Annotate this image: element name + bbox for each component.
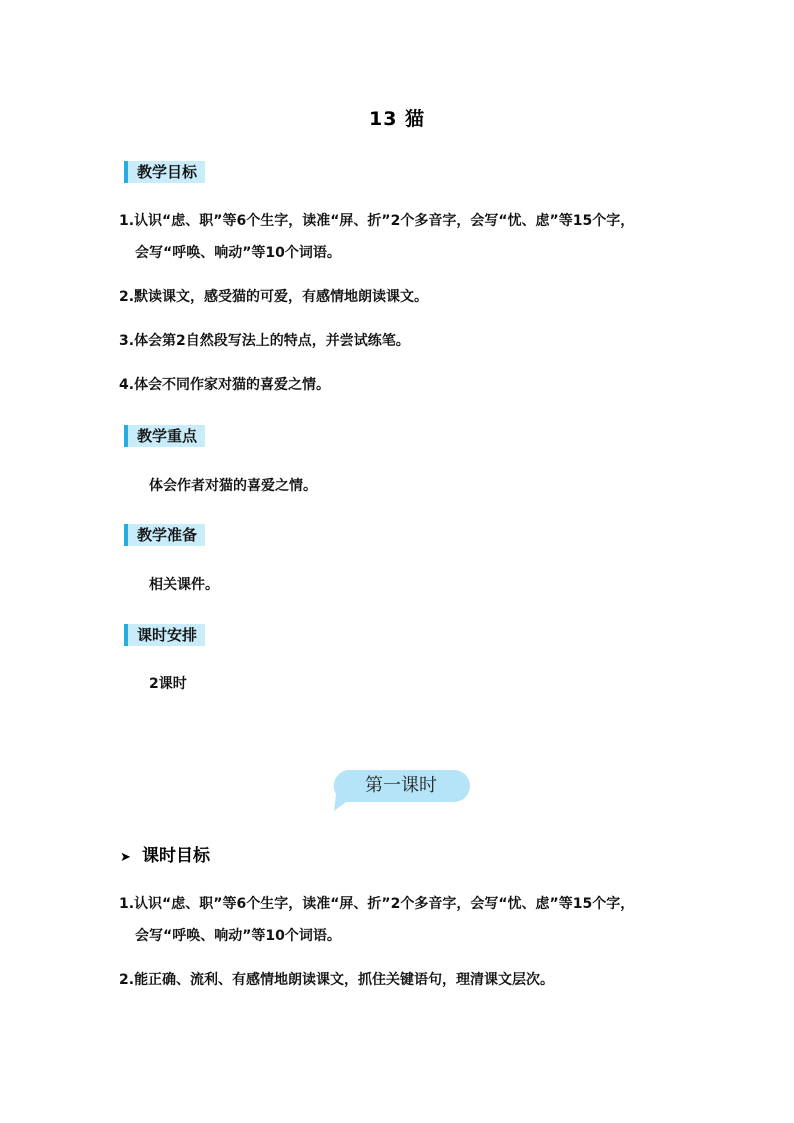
lesson-objective-item-1 <box>119 894 634 914</box>
lesson-objective-item-1-cont <box>135 926 341 946</box>
lesson-objectives-heading <box>120 844 210 868</box>
lesson-objective-item-2 <box>119 970 554 990</box>
key-point-text: 体会作者对猫的喜爱之情。 <box>149 478 317 494</box>
section-tag-preparation: 教学准备 <box>124 524 205 546</box>
objective-item-1 <box>119 211 634 231</box>
objective-text: 默读课文，感受猫的可爱，有感情地朗读课文。 <box>134 289 429 305</box>
lesson-banner-label: 第一课时 <box>365 775 437 796</box>
section-tag-objectives: 教学目标 <box>124 161 205 183</box>
preparation-text: 相关课件。 <box>149 577 219 593</box>
lesson-objective-text: 能正确、流利、有感情地朗读课文，抓住关键语句，理清课文层次。 <box>134 972 555 988</box>
objective-text: 会写“呼唤、响动”等10个词语。 <box>135 245 341 261</box>
lesson-objective-text: 认识“虑、职”等6个生字，读准“屏、折”2个多音字，会写“忧、虑”等15个字， <box>134 896 635 912</box>
objective-text: 认识“虑、职”等6个生字，读准“屏、折”2个多音字，会写“忧、虑”等15个字， <box>134 213 635 229</box>
objective-item-2 <box>119 287 428 307</box>
objective-number: 2. <box>119 289 135 305</box>
section-tag-key-point: 教学重点 <box>124 425 205 447</box>
objective-number: 1. <box>119 213 135 229</box>
page-title: 13 猫 <box>368 108 426 130</box>
lesson-banner <box>332 770 470 804</box>
objective-item-3 <box>119 331 410 351</box>
objective-item-1-cont <box>135 243 341 263</box>
lesson-objective-number: 2. <box>119 972 135 988</box>
objective-text: 体会第2自然段写法上的特点，并尝试练笔。 <box>134 333 410 349</box>
chevron-right-icon: ➤ <box>120 850 131 865</box>
lesson-objective-text: 会写“呼唤、响动”等10个词语。 <box>135 928 341 944</box>
lesson-objective-number: 1. <box>119 896 135 912</box>
objective-item-4 <box>119 375 330 395</box>
objective-text: 体会不同作家对猫的喜爱之情。 <box>134 377 331 393</box>
lesson-objectives-title: 课时目标 <box>142 846 210 866</box>
schedule-text: 2课时 <box>149 676 187 692</box>
section-tag-schedule: 课时安排 <box>124 624 205 646</box>
objective-number: 4. <box>119 377 135 393</box>
objective-number: 3. <box>119 333 135 349</box>
